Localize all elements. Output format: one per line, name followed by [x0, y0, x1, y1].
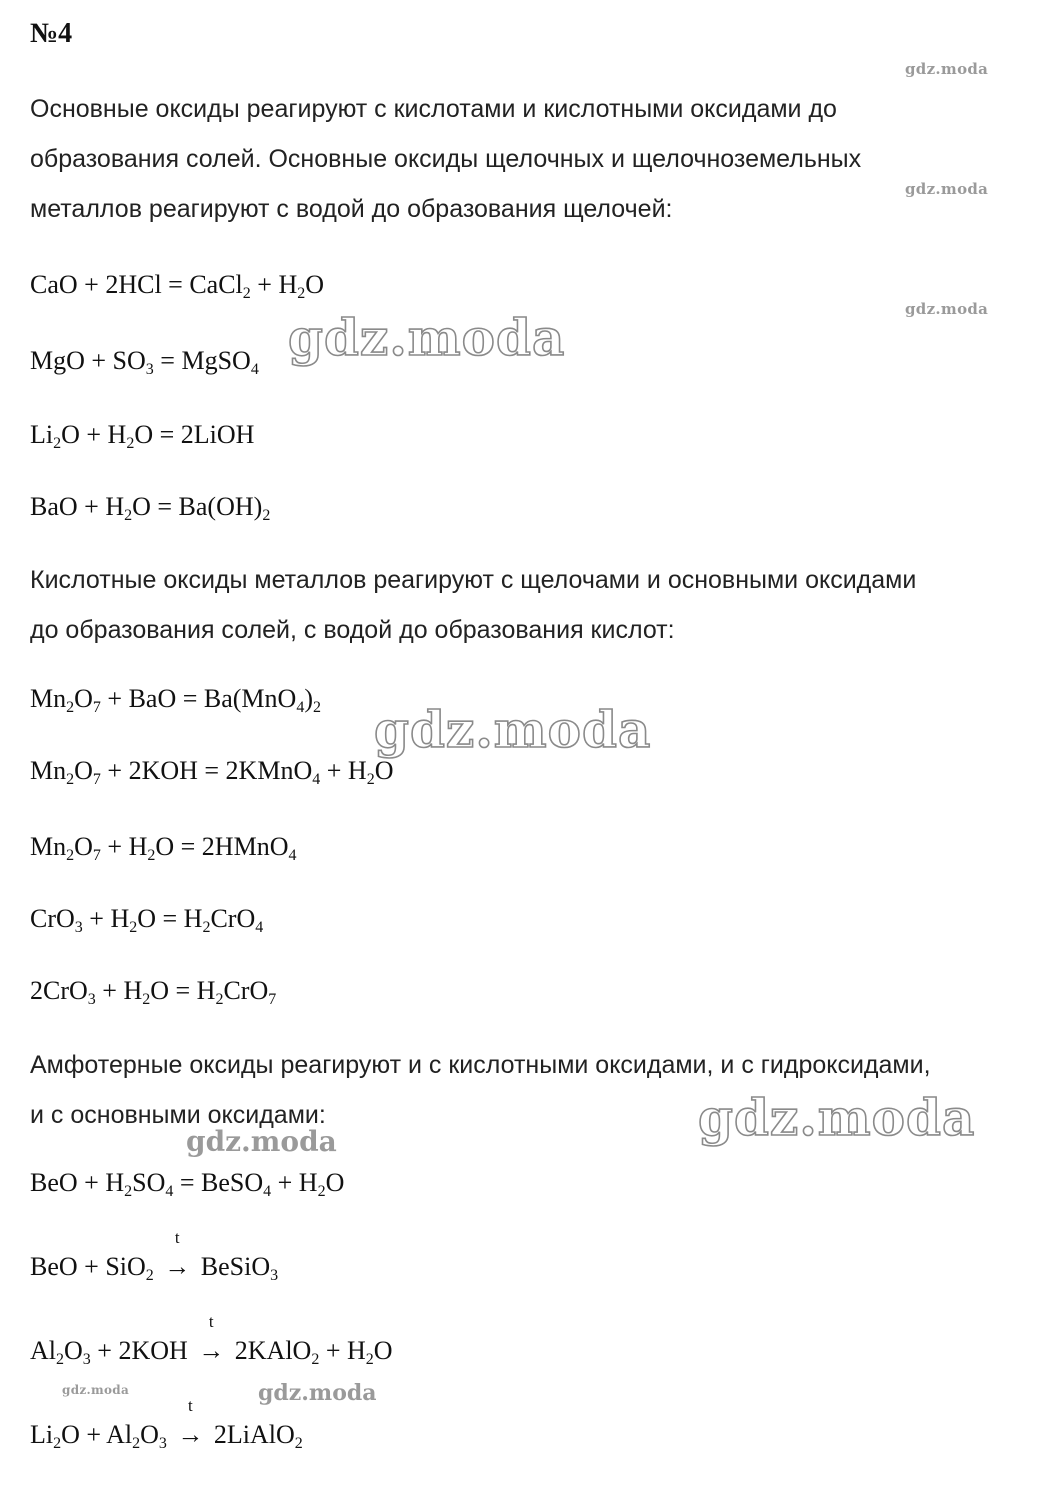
equation: $Mn_2O_7$ + BaO = $Ba(MnO_4)_2$	[30, 684, 321, 716]
text-line: металлов реагируют с водой до образования щелочей:	[30, 195, 673, 223]
equation: $Mn_2O_7 + H_2O$ = 2HMnO$_4$	[30, 832, 297, 864]
paragraph-acidic-oxides	[30, 555, 1030, 655]
watermark-medium: gdz.moda	[186, 1125, 337, 1158]
text-line: Амфотерные оксиды реагируют и с кислотными оксидами, и с гидроксидами,	[30, 1051, 931, 1079]
heat-label: t	[188, 1396, 193, 1415]
text-line: до образования солей, с водой до образования кислот:	[30, 616, 675, 644]
task-number: №4	[30, 18, 73, 49]
heat-arrow: t →	[164, 1228, 191, 1281]
watermark-small: gdz.moda	[905, 60, 989, 78]
equation: $Li_2O + H_2O$ = 2LiOH	[30, 420, 255, 452]
heat-label: t	[174, 1228, 180, 1247]
equation: MgO + $SO_3$ = MgSO$_4$	[30, 346, 259, 378]
heat-arrow: t →	[198, 1312, 225, 1365]
text-line: Кислотные оксиды металлов реагируют с щелочами и основными оксидами	[30, 566, 917, 594]
equation: $Mn_2O_7 + 2KOH$ = 2KMnO$_4$ + $H_2O$	[30, 756, 394, 788]
paragraph-amphoteric-oxides	[30, 1040, 1030, 1140]
equation: $CrO_3 + H_2O = H_2CrO_4$	[30, 904, 264, 936]
equation: BeO + SiO$_2$ t → BeSiO$_3$	[30, 1228, 279, 1284]
equation: $Al_2O_3 + 2KOH$ t → 2KAlO$_2$ + $H_2O$	[30, 1312, 393, 1368]
watermark-large: gdz.moda	[698, 1088, 976, 1147]
text-line: образования солей. Основные оксиды щелочных и щелочноземельных	[30, 145, 862, 173]
equation: $Li_2O + Al_2O_3$ t → 2LiAlO$_2$	[30, 1396, 303, 1452]
watermark-large: gdz.moda	[288, 308, 566, 367]
heat-arrow: t →	[177, 1396, 204, 1449]
equation: CaO + 2HCl = CaCl$_2$ + $H_2O$	[30, 270, 325, 302]
paragraph-basic-oxides	[30, 84, 1030, 234]
watermark-small: gdz.moda	[905, 180, 989, 198]
equation: BaO + $H_2O = Ba(OH)_2$	[30, 492, 271, 524]
watermark-small: gdz.moda	[62, 1383, 130, 1397]
watermark-large: gdz.moda	[374, 700, 652, 759]
text-line: Основные оксиды реагируют с кислотами и кислотными оксидами до	[30, 95, 837, 123]
text-line: и с основными оксидами:	[30, 1101, 326, 1129]
watermark-small: gdz.moda	[905, 300, 989, 318]
equation: $2CrO_3 + H_2O = H_2CrO_7$	[30, 976, 277, 1008]
watermark-medium: gdz.moda	[258, 1380, 377, 1406]
heat-label: t	[208, 1312, 214, 1331]
equation: BeO + $H_2SO_4$ = BeSO$_4$ + $H_2O$	[30, 1168, 345, 1200]
